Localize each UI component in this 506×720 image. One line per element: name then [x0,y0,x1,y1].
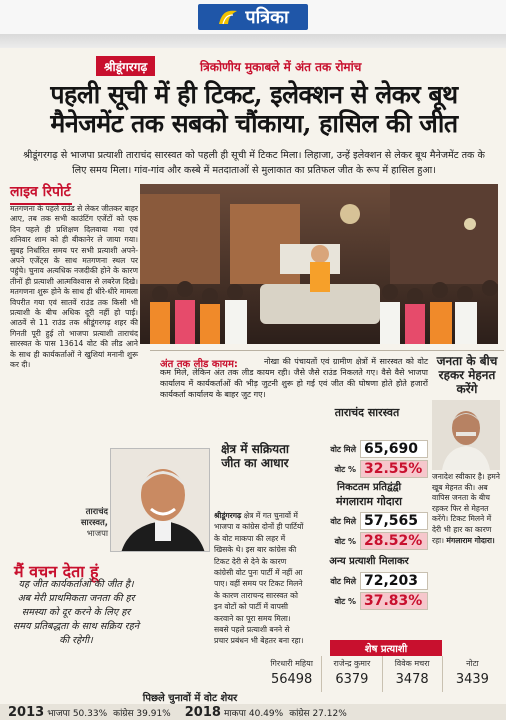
divider [150,350,504,351]
winner-votes-row [310,440,428,458]
share-year: 2013 [8,704,45,720]
winner-caption [26,506,108,539]
remaining-name: राजेन्द्र कुमार [333,659,371,668]
remaining-heading: शेष प्रत्याशी [330,640,442,656]
votes-label: वोट मिले [330,576,356,586]
newspaper-logo[interactable] [198,4,308,30]
votes-label: वोट मिले [330,516,356,526]
winner-votes: 65,690 [360,440,428,458]
share-party-2: कांग्रेस 27.12% [289,708,347,719]
runner-up-statement [432,472,502,546]
share-party-2: कांग्रेस 39.91% [113,708,171,719]
runner-up-signoff: मंगलाराम गोदारा। [446,535,495,545]
others-pct: 37.83% [360,592,428,610]
others-heading: अन्य प्रत्याशी मिलाकर [329,556,409,567]
analysis-title: क्षेत्र में सक्रियता जीत का आधार [220,442,290,470]
section-tag: श्रीडूंगरगढ़ [96,56,155,76]
remaining-table [262,656,502,692]
runner-up-pct-row [310,532,428,550]
winner-last-name: सारस्वत, [80,517,108,527]
pledge-title: मैं वचन देता हूं [14,562,99,581]
analysis-lead: श्रीडूंगरगढ़ [214,511,242,520]
remaining-name: नोटा [466,659,479,668]
winner-portrait-icon [111,449,210,552]
remaining-votes: 3478 [395,672,429,687]
pct-label: वोट % [334,596,356,606]
runner-up-votes-row [310,512,428,530]
runner-up-votes: 57,565 [360,512,428,530]
runner-up-photo [432,400,500,470]
remaining-candidate [443,656,502,692]
remaining-votes: 56498 [270,672,313,687]
loser-quote-title: जनता के बीच रहकर मेहनत करेंगे [436,354,498,396]
others-votes-row [310,572,428,590]
winner-photo [110,448,210,552]
others-pct-row [310,592,428,610]
remaining-name: गिरधारी महिया [270,659,313,668]
remaining-candidate [383,656,443,692]
remaining-votes: 6379 [335,672,369,687]
intro-paragraph: श्रीडूंगरगढ़ से भाजपा प्रत्याशी ताराचंद सारस्वत को पहली ही सूची में टिकट मिला। लिहाजा, उन्हें इलेक्शन से लेकर बूथ मैनेजमेंट तक के लिए समय मिला। गांव-गांव और कस्बे में मतदाताओं से मुलाकात का प्रतिफल जीत के रूप में हासिल हुआ। [23,150,485,176]
share-party-1: भाजपा 50.33% [47,708,108,719]
remaining-candidate [322,656,382,692]
vote-share-bar [0,704,506,720]
celebration-photo [140,184,498,344]
pledge-quote: यह जीत कार्यकर्ताओं की जीत है। अब मेरी प्राथमिकता जनता की हर समस्या को दूर करने के लिए हर समय प्रतिबद्धता के साथ सक्रिय रहने की रहेगी। [12,579,140,646]
callout-body: नोखा की पंचायतों एवं ग्रामीण क्षेत्रों में सारस्वत को वोट कम मिले, लेकिन अंत तक लीड कायम रही। जैसे जैसे राउंड निकलते गए। वैसे वैसे भाजपा कार्यालय में कार्यकर्ताओं की भीड़ जुटनी शुरू हो गई एवं जीत की घोषणा होते होते हजारों कार्यकर्ता कार्यालय के बाहर जुट गए। [160,357,428,399]
runner-up-pct: 28.52% [360,532,428,550]
headline: पहली सूची में ही टिकट, इलेक्शन से लेकर बूथ मैनेजमेंट तक सबको चौंकाया, हासिल की जीत [50,80,458,138]
winner-name: ताराचंद सारस्वत [334,406,400,419]
crowd-illustration [140,184,498,344]
vote-share-title: पिछले चुनावों में वोट शेयर [142,693,238,704]
remaining-candidate [262,656,322,692]
pct-label: वोट % [334,536,356,546]
share-year: 2018 [184,704,221,720]
others-votes: 72,203 [360,572,428,590]
winner-pct: 32.55% [360,460,428,478]
portrait-icon [432,400,500,470]
remaining-votes: 3439 [455,672,489,687]
emblem-icon [217,8,239,26]
logo-text: पत्रिका [245,7,289,28]
runner-up-statement-text: जनादेश स्वीकार है। हमने खूब मेहनत की। अब वापिस जनता के बीच रहकर फिर से मेहनत करेंगे। टिकट मिलने में देरी भी हार का कारण रहा। [432,472,500,545]
remaining-name: विवेक मचरा [394,659,430,668]
live-report-body: मतगणना के पहले राउंड से लेकर जीतकर बाहर आए, तब तक सभी काउंटिंग एजेंटों को एक दिन पहले ही प्रशिक्षण दिलवाया गया एवं शनिवार शाम को ही बीकानेर ले जाया गया। सुबह निर्धारित समय पर सभी प्रत्याशी अपने-अपने एजेंट्स के साथ मतगणना स्थल पर पहुंचे। चुनाव अत्यधिक नजदीकी होने के कारण तीनों ही प्रत्याशी आत्मविश्वास से लबरेज दिखे। मतगणना शुरू होने के साथ ही धीरे-धीरे मामला विपरीत गया एवं सातवें राउंड तक किसी भी प्रत्याशी के बीच अधिक दूरी नहीं हो पाई। आठवें से 11 राउंड तक श्रीडूंगरगढ़ शहर की गिनती पूरी हुई तो भाजपा प्रत्याशी ताराचंद सारस्वत के पास 13614 वोट की लीड आने के साथ ही कार्यकर्ताओं ने खुशियां मनानी शुरू कर दी। [10,204,138,370]
runner-up-heading: निकटतम प्रतिद्वंद्वी [336,482,402,493]
pct-label: वोट % [334,464,356,474]
winner-pct-row [310,460,428,478]
winner-first-name: ताराचंद [85,506,108,516]
live-report-title: लाइव रिपोर्ट [10,182,72,205]
analysis-body [214,510,306,647]
callout-title: अंत तक लीड कायम: [160,359,238,370]
runner-up-name: मंगलाराम गोदारा [336,495,402,508]
kicker: त्रिकोणीय मुकाबले में अंत तक रोमांच [200,59,362,74]
analysis-text: क्षेत्र में गत चुनावों में भाजपा व कांग्रेस दोनों ही पार्टियों के वोट माकपा की लहर में खिसके थे। इस बार कांग्रेस की टिकट देरी से देने के कारण कांग्रेसी वोट पुनः पार्टी में नहीं आ पाए। वहीं समय पर टिकट मिलने के कारण ताराचन्द सारस्वत को इन वोटों को पार्टी में वापसी करवाने का पूरा समय मिला। सबसे पहले प्रत्याशी बनने से प्रचार प्रबंधन भी बेहतर बना रहा। [214,511,304,646]
winner-party: भाजपा [86,528,108,538]
share-party-1: माकपा 40.49% [223,708,284,719]
votes-label: वोट मिले [330,444,356,454]
